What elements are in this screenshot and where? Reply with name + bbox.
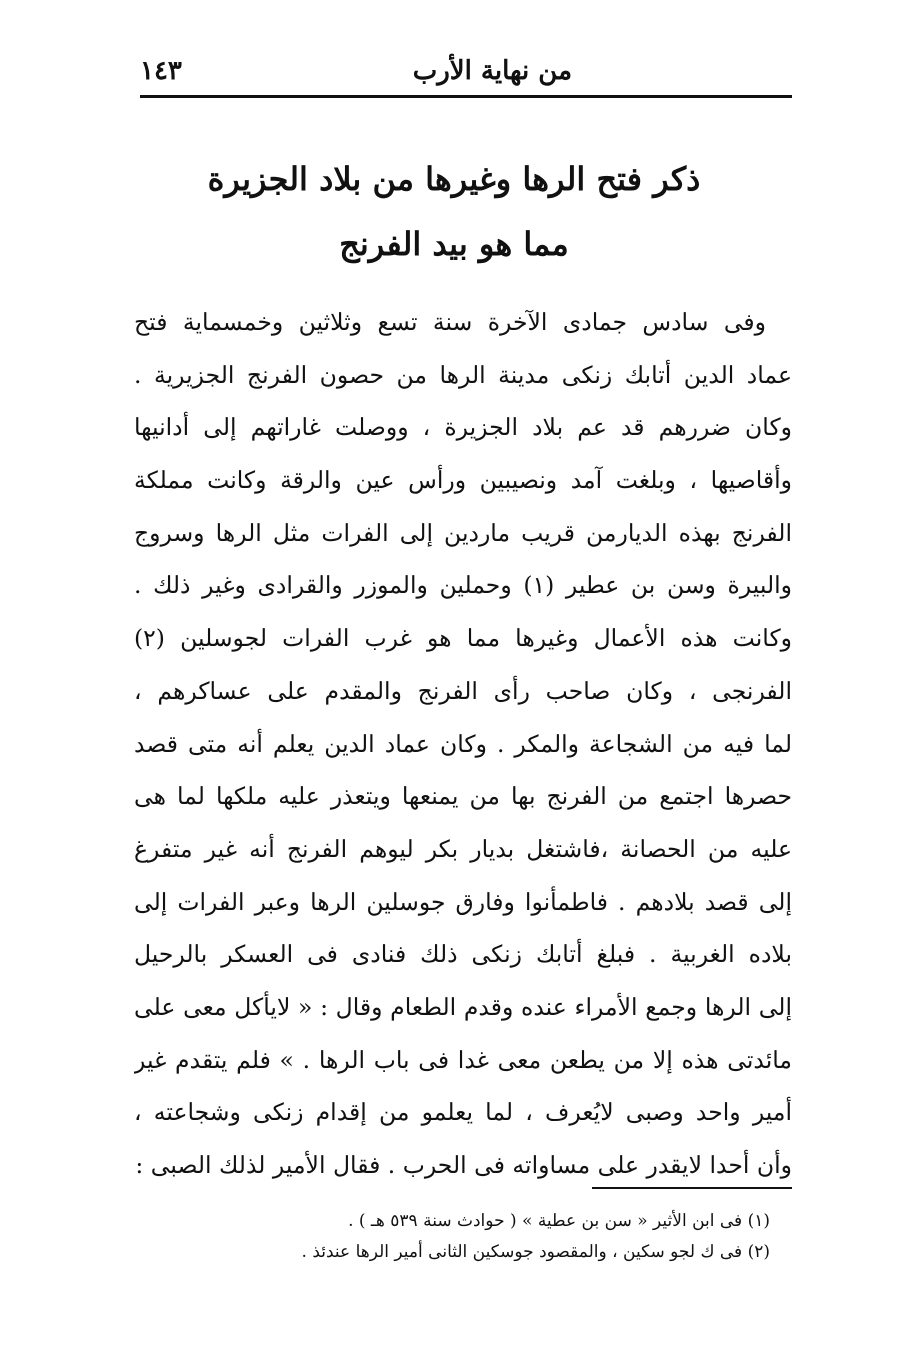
running-title: من نهاية الأرب: [412, 56, 572, 86]
body-line: وكانت هذه الأعمال وغيرها مما هو غرب الفرات لجوسلين (٢): [134, 624, 792, 653]
body-line: وفى سادس جمادى الآخرة سنة تسع وثلاثين وخمسماية فتح: [134, 308, 766, 336]
header-rule: [140, 95, 792, 98]
body-line: وكان ضررهم قد عم بلاد الجزيرة ، ووصلت غاراتهم إلى أدانيها: [134, 413, 792, 442]
footnote-rule: [592, 1187, 792, 1189]
footnote-2: (٢) فى ك لجو سكين ، والمقصود جوسكين الثانى أمير الرها عندئذ .: [301, 1242, 770, 1262]
body-line: عماد الدين أتابك زنكى مدينة الرها من حصون الفرنج الجزيرية .: [134, 360, 792, 389]
body-line: مائدتى هذه إلا من يطعن معى غدا فى باب الرها . » فلم يتقدم غير: [134, 1045, 792, 1074]
body-line: إلى الرها وجمع الأمراء عنده وقدم الطعام وقال : « لايأكل معى على: [134, 992, 792, 1021]
body-text: [134, 296, 792, 1192]
body-line: وأن أحدا لايقدر على مساواته فى الحرب . فقال الأمير لذلك الصبى :: [135, 1151, 792, 1179]
body-line: عليه من الحصانة ،فاشتغل بديار بكر ليوهم الفرنج أنه غير متفرغ: [134, 834, 792, 863]
section-title-line-2: مما هو بيد الفرنج: [339, 225, 569, 263]
footnotes: [250, 1206, 770, 1268]
body-line: أمير واحد وصبى لايُعرف ، لما يعلمو من إقدام زنكى وشجاعته ،: [134, 1098, 792, 1127]
page-number: ١٤٣: [140, 56, 182, 86]
footnote-1: (١) فى ابن الأثير « سن بن عطية » ( حوادث سنة ٥٣٩ هـ ) .: [348, 1211, 770, 1231]
body-line: الفرنجى ، وكان صاحب رأى الفرنج والمقدم على عساكرهم ،: [134, 676, 792, 705]
body-line: الفرنج بهذه الديارمن قريب ماردين إلى الفرات مثل الرها وسروج: [134, 518, 792, 547]
body-line: وأقاصيها ، وبلغت آمد ونصيبين ورأس عين والرقة وكانت مملكة: [134, 466, 792, 495]
body-line: إلى قصد بلادهم . فاطمأنوا وفارق جوسلين الرها وعبر الفرات إلى: [134, 887, 792, 916]
body-line: بلاده الغربية . فبلغ أتابك زنكى ذلك فنادى فى العسكر بالرحيل: [134, 940, 792, 969]
page-header: [140, 52, 792, 94]
body-line: لما فيه من الشجاعة والمكر . وكان عماد الدين يعلم أنه متى قصد: [134, 729, 792, 758]
body-line: حصرها اجتمع من الفرنج بها من يمنعها ويتعذر عليه ملكها لما هى: [134, 782, 792, 811]
section-title-line-1: ذكر فتح الرها وغيرها من بلاد الجزيرة: [207, 160, 701, 198]
body-line: والبيرة وسن بن عطير (١) وحملين والموزر والقرادى وغير ذلك .: [134, 571, 792, 600]
